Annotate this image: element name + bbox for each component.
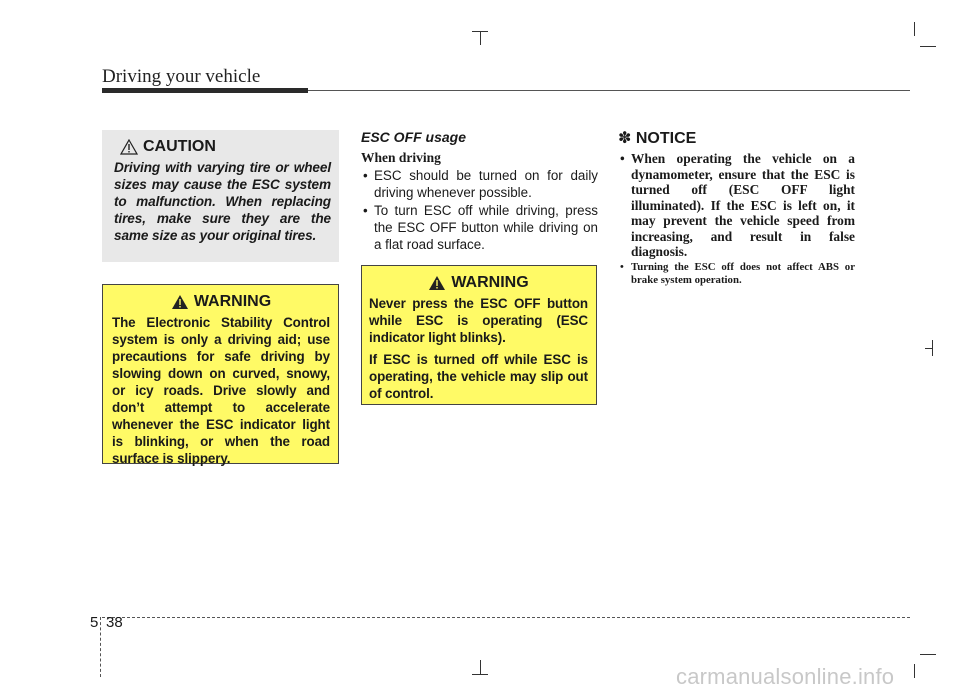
esc-off-bullet-list	[361, 167, 598, 254]
chapter-number: 5	[90, 614, 99, 631]
list-item: • To turn ESC off while driving, press the ESC OFF button while driving on a flat road surface.	[361, 202, 598, 253]
warning-triangle-outline-icon	[120, 139, 138, 155]
warning-heading	[369, 274, 588, 292]
crop-mark-right-mid-h	[925, 348, 933, 349]
crop-mark-bottom-right-h	[920, 654, 936, 655]
crop-mark-top-center-v	[480, 31, 481, 45]
warning-triangle-filled-icon	[171, 294, 189, 310]
caution-title: CAUTION	[143, 138, 216, 155]
warning-title: WARNING	[193, 293, 272, 310]
crop-mark-bottom-center-v	[480, 660, 481, 674]
list-item: • ESC should be turned on for daily driving whenever possible.	[361, 167, 598, 201]
crop-mark-top-right-v	[914, 22, 915, 36]
footer-dashed-rule	[102, 617, 910, 618]
crop-mark-bottom-center-h	[472, 674, 488, 675]
caution-text: Driving with varying tire or wheel sizes may cause the ESC system to malfunction. When replacing tires, make sure they are the same size as your original tires.	[114, 160, 331, 243]
header-thick-rule	[102, 88, 308, 93]
list-item: • Turning the ESC off does not affect ABS or brake system operation.	[618, 261, 855, 287]
caution-box	[102, 130, 339, 262]
notice-title: ✽ NOTICE	[618, 130, 697, 147]
crop-mark-top-right-h	[920, 46, 936, 47]
warning-paragraph: If ESC is turned off while ESC is operating, the vehicle may slip out of control.	[369, 352, 588, 401]
warning-paragraph: Never press the ESC OFF button while ESC is operating (ESC indicator light blinks).	[369, 296, 588, 345]
caution-heading	[114, 138, 331, 156]
crop-mark-bottom-right-v	[914, 664, 915, 678]
warning-triangle-filled-icon	[428, 275, 446, 291]
running-title: Driving your vehicle	[102, 66, 261, 87]
section-title: ESC OFF usage	[361, 129, 467, 145]
watermark: carmanualsonline.info	[676, 664, 895, 689]
warning-title: WARNING	[451, 274, 529, 291]
page-number: 38	[106, 614, 123, 631]
warning-box-esc-off	[361, 265, 597, 405]
footer-dashed-vertical-rule	[100, 617, 101, 677]
warning-heading	[112, 293, 330, 311]
list-item: • When operating the vehicle on a dynamometer, ensure that the ESC is turned off (ESC OFF light illuminated). If the ESC is left on, it may prevent the vehicle speed from increasing, and result in false diagnosis.	[618, 151, 855, 260]
section-subtitle: When driving	[361, 150, 441, 165]
notice-bullet-list	[618, 151, 855, 287]
warning-box-stability-control	[102, 284, 339, 464]
warning-text: The Electronic Stability Control system is only a driving aid; use precautions for safe driving by slowing down on curved, snowy, or icy roads. Drive slowly and don’t attempt to accelerate whenever the ESC indicator light is blinking, or when the road surface is slippery.	[112, 315, 330, 466]
header-thin-rule	[308, 90, 910, 91]
